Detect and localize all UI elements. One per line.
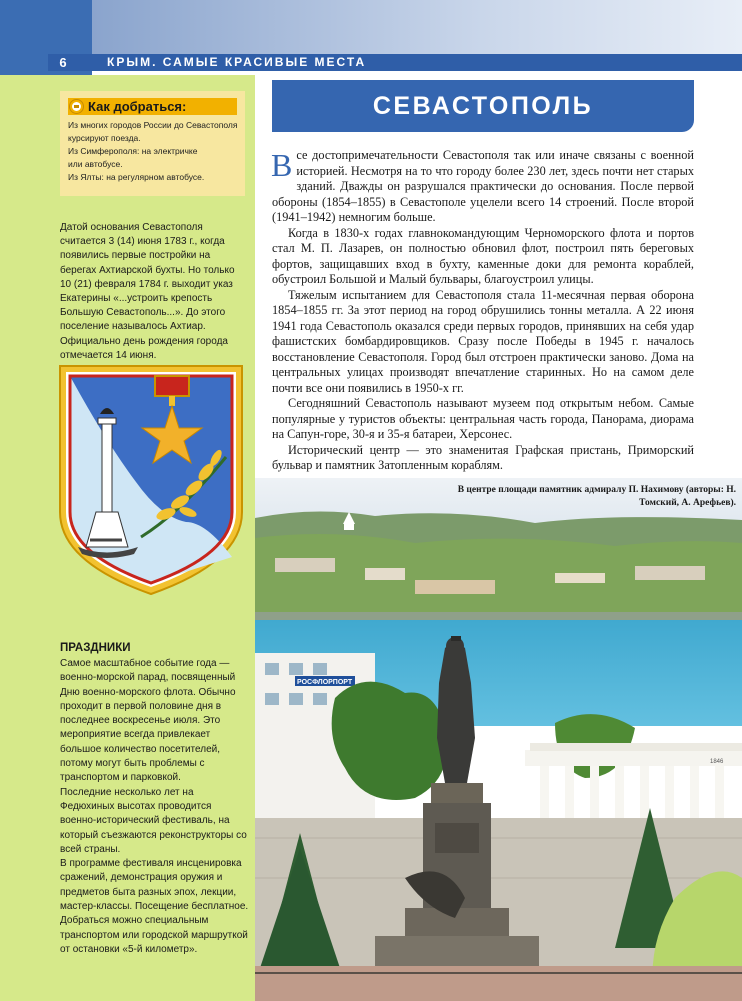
howto-line: Из Симферополя: на электричке	[68, 146, 198, 156]
drop-cap: В	[271, 147, 293, 183]
article-paragraph: Когда в 1830-х годах главнокомандующим Черноморского флота и портов стал М. П. Лазарев, он полностью обновил флот, построил пять береговых фортов, защищавших вход в бухту, каменные доки для ремонта кораблей, обустроил Большой и Малый бульвары, благоустроил улицы.	[272, 225, 694, 286]
header-gradient	[92, 0, 742, 57]
holidays-paragraph: Самое масштабное событие года — военно-морской парад, посвященный Дню военно-морского флота. Обычно проходит в первой половине дня в последнее воскресенье июля. Это мероприятие всегда привлекает большое количество посетителей, потому могут быть проблемы с транспортом и парковкой.	[60, 658, 236, 784]
monument-plinth	[431, 783, 483, 803]
how-to-get-there-box	[60, 91, 245, 196]
photo-caption: В центре площади памятник адмиралу П. Нахимову (авторы: Н. Томский, А. Арефьев).	[457, 485, 736, 508]
bus-icon	[70, 100, 83, 113]
article-paragraph: Исторический центр — это знаменитая Графская пристань, Приморский бульвар и памятник Затопленным кораблям.	[272, 442, 694, 472]
holidays-section	[60, 642, 250, 957]
medal-ribbon	[155, 376, 189, 396]
article-paragraph: Сегодняшний Севастополь называют музеем под открытым небом. Самые популярные у туристов объекты: центральная часть города, Панорама, диорама на Сапун-горе, 30-я и 35-я батареи, Херсонес.	[272, 396, 694, 441]
far-buildings	[275, 558, 335, 572]
building-sign: РОСФЛОРПОРТ	[297, 679, 353, 686]
colonnade-year: 1846	[710, 759, 724, 765]
howto-line: Из многих городов России до Севастополя	[68, 120, 238, 130]
holidays-paragraph: Последние несколько лет на Федюхиных высотах проводится военно-исторический фестиваль, на который съезжаются реконструкторы со всей страны.	[60, 786, 247, 855]
how-to-get-there-heading: Как добраться:	[88, 99, 187, 114]
article-body	[272, 148, 694, 474]
page-number: 6	[48, 54, 78, 71]
how-to-get-there-title	[68, 98, 237, 115]
running-head: КРЫМ. САМЫЕ КРАСИВЫЕ МЕСТА	[107, 55, 367, 69]
coat-of-arms-image	[56, 362, 246, 597]
how-to-get-there-text	[68, 119, 237, 184]
holidays-heading: ПРАЗДНИКИ	[60, 642, 131, 654]
nakhimov-square-photo	[255, 478, 742, 1001]
article-paragraph	[272, 148, 694, 226]
article-paragraph-text: се достопримечательности Севастополя так или иначе связаны с военной историей. Несмотря на то что городу более 230 лет, здесь почти нет старых зданий. Дважды он разрушался практически до основания. После первой обороны (1854–1855) в Севастополе уцелели всего 14 строений. После второй (1941–1942) немногим больше.	[272, 148, 694, 224]
foreground-wall	[255, 966, 742, 1001]
howto-line: курсируют поезда.	[68, 133, 141, 143]
colonnade	[525, 743, 742, 821]
article-paragraph: Тяжелым испытанием для Севастополя стала 11-месячная первая оборона 1854–1855 гг. За этот период на город обрушились тонны металла. А 22 июня 1941 года Севастополь оказался среди первых городов, принявших на себя удар фашистских бомбардировщиков. Сразу после Победы в 1945 г. началось восстановление Севастополя. Город был отстроен практически заново. Дома на центральных улицах производят впечатление старинных. Но на самом деле почти все они появились в 1950-х гг.	[272, 287, 694, 395]
howto-line: или автобусе.	[68, 159, 123, 169]
photo-illustration	[255, 478, 742, 1001]
shoreline	[255, 612, 742, 620]
howto-line: Из Ялты: на регулярном автобусе.	[68, 172, 205, 182]
founding-note: Датой основания Севастополя считается 3 (14) июня 1783 г., когда появились первые постройки на берегах Ахтиарской бухты. Но только 10 (21) февраля 1784 г. выходит указ Екатерины «...устроить крепость Большую Севастополь...». До этого поселение называлось Ахтиар. Официально день рождения города отмечается 14 июня.	[60, 222, 235, 361]
holidays-paragraph: В программе фестиваля инсценировка сражений, демонстрация оружия и предметов быта разных эпох, лекции, мастер-классы. Посещение бесплатное. Добраться можно специальным транспортом или городской маршруткой от остановки «5-й километр».	[60, 858, 249, 955]
page-title: СЕВАСТОПОЛЬ	[372, 92, 594, 120]
